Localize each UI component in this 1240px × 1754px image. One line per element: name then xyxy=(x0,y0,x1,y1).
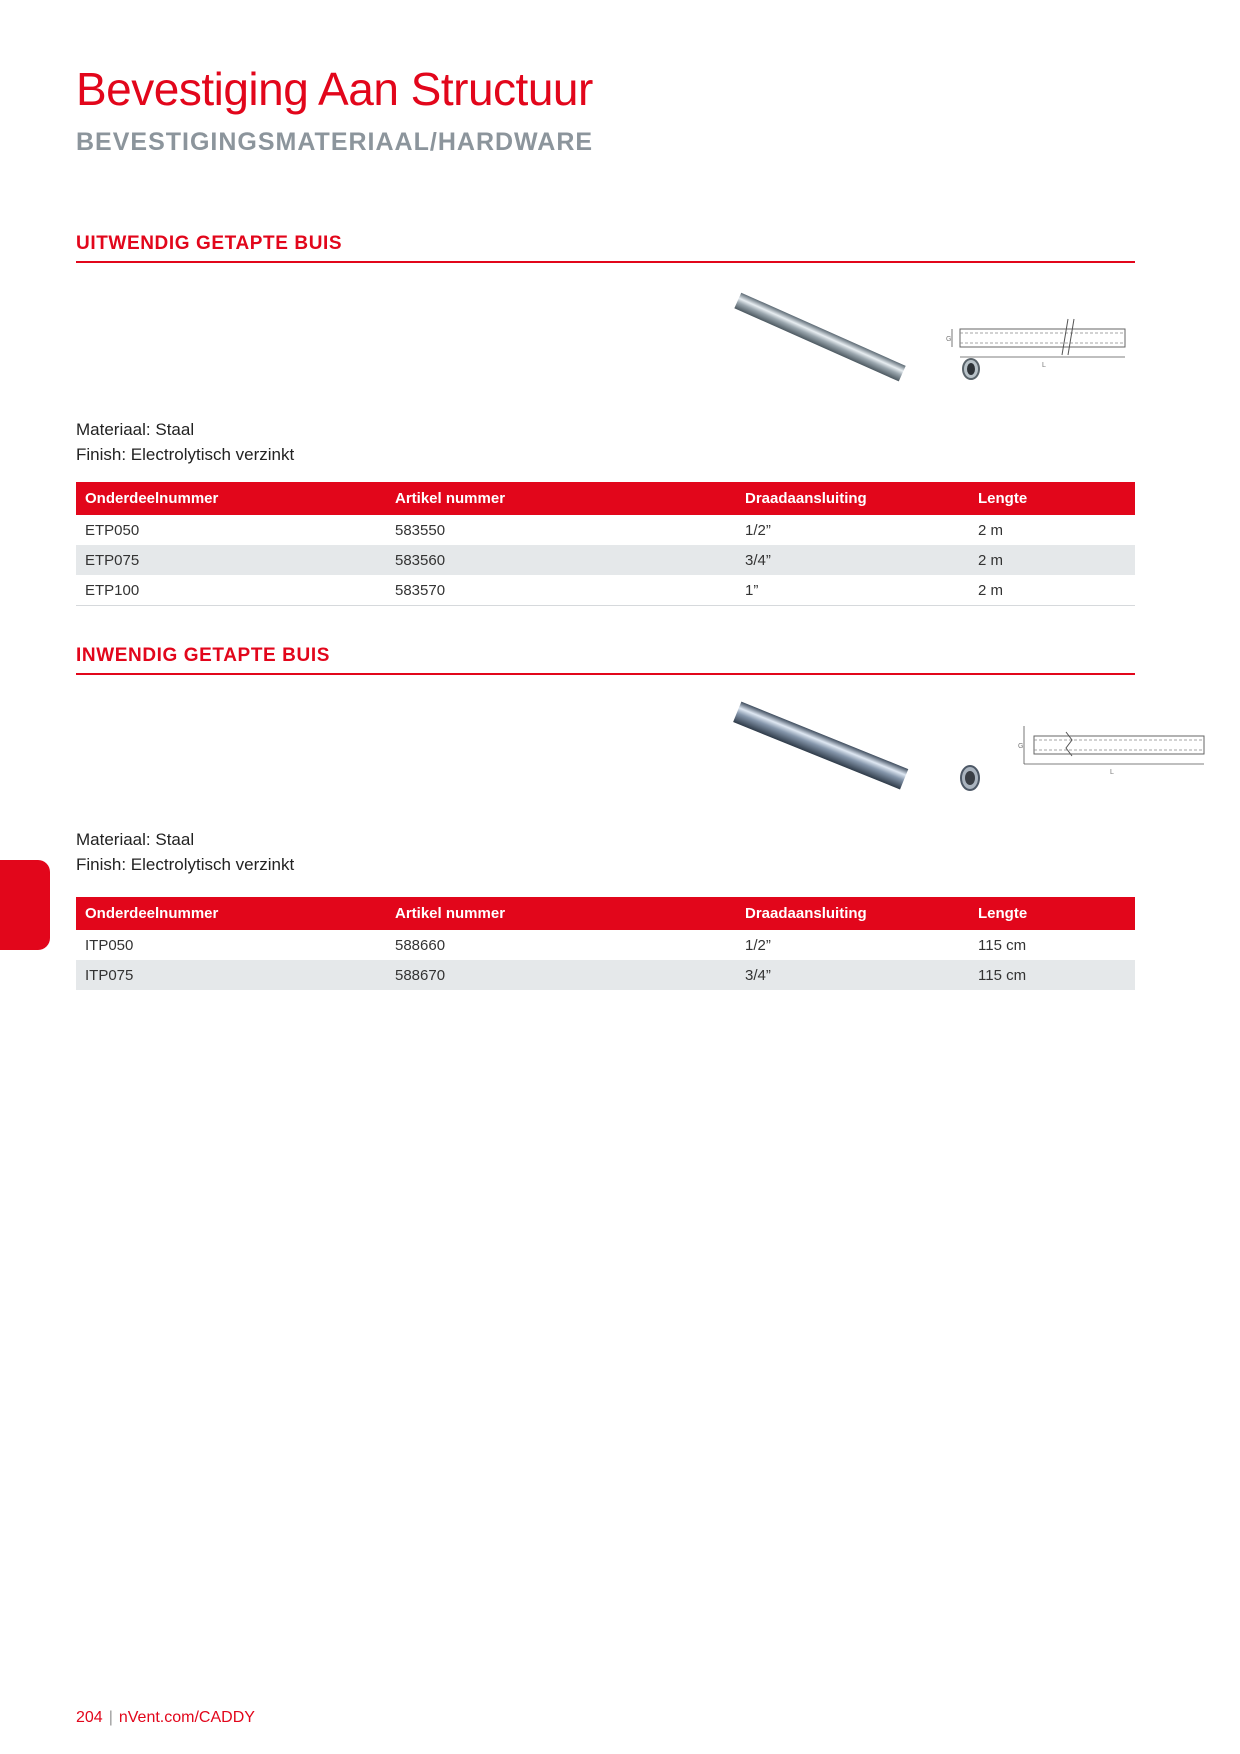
table-cell: 2 m xyxy=(978,521,1004,539)
drawing-l-label: L xyxy=(1110,769,1114,776)
footer-website-link[interactable]: nVent.com/CADDY xyxy=(118,1709,255,1726)
drawing-g-label: G xyxy=(1018,743,1024,750)
pipe-dimension-drawing xyxy=(1010,718,1210,778)
column-header: Lengte xyxy=(969,482,1135,515)
column-header: Onderdeelnummer xyxy=(76,897,386,930)
material-text: Materiaal: Staal xyxy=(76,420,195,439)
table-cell: 115 cm xyxy=(978,936,1027,954)
page-number: 204 xyxy=(76,1709,103,1726)
chapter-tab-marker xyxy=(0,860,50,950)
section-heading: INWENDIG GETAPTE BUIS xyxy=(76,645,1135,675)
page-footer xyxy=(76,1709,255,1727)
finish-text: Finish: Electrolytisch verzinkt xyxy=(76,855,295,874)
column-header: Artikel nummer xyxy=(386,897,736,930)
table-header-row xyxy=(76,482,1135,515)
column-header: Draadaansluiting xyxy=(736,897,969,930)
table-cell: 3/4” xyxy=(736,960,969,990)
table-cell: 588660 xyxy=(395,936,446,954)
table-cell: ETP050 xyxy=(85,521,140,539)
column-header: Draadaansluiting xyxy=(736,482,969,515)
threaded-pipe-photo xyxy=(732,698,982,798)
table-cell: 115 cm xyxy=(969,960,1135,990)
table-cell: 1/2” xyxy=(745,521,771,539)
table-cell: 2 m xyxy=(969,545,1135,575)
spec-table xyxy=(76,897,1135,990)
table-row xyxy=(76,515,1135,545)
table-cell: 1/2” xyxy=(745,936,771,954)
spec-table xyxy=(76,482,1135,606)
section-internal-threaded-pipe xyxy=(76,645,1135,1005)
table-cell: 588670 xyxy=(386,960,736,990)
table-cell: 583560 xyxy=(386,545,736,575)
section-heading: UITWENDIG GETAPTE BUIS xyxy=(76,233,1135,263)
table-cell: ETP100 xyxy=(76,575,386,606)
column-header: Lengte xyxy=(969,897,1135,930)
table-cell: ITP075 xyxy=(76,960,386,990)
table-row xyxy=(76,575,1135,606)
table-cell: 583550 xyxy=(395,521,446,539)
drawing-g-label: G xyxy=(946,336,952,343)
table-cell: 583570 xyxy=(386,575,736,606)
table-row xyxy=(76,545,1135,575)
table-cell: 1” xyxy=(736,575,969,606)
column-header: Artikel nummer xyxy=(386,482,736,515)
finish-text: Finish: Electrolytisch verzinkt xyxy=(76,445,295,464)
table-row xyxy=(76,930,1135,960)
table-row xyxy=(76,960,1135,990)
page-subtitle: BEVESTIGINGSMATERIAAL/HARDWARE xyxy=(76,128,594,156)
section-external-threaded-pipe xyxy=(76,233,1135,613)
table-cell: 2 m xyxy=(969,575,1135,606)
column-header: Onderdeelnummer xyxy=(76,482,386,515)
table-header-row xyxy=(76,897,1135,930)
table-cell: 3/4” xyxy=(736,545,969,575)
page-title: Bevestiging Aan Structuur xyxy=(76,63,593,115)
material-text: Materiaal: Staal xyxy=(76,830,195,849)
pipe-dimension-drawing xyxy=(940,311,1130,371)
table-cell: ETP075 xyxy=(76,545,386,575)
table-cell: ITP050 xyxy=(85,936,134,954)
footer-separator: | xyxy=(108,1709,113,1726)
drawing-l-label: L xyxy=(1042,362,1046,369)
